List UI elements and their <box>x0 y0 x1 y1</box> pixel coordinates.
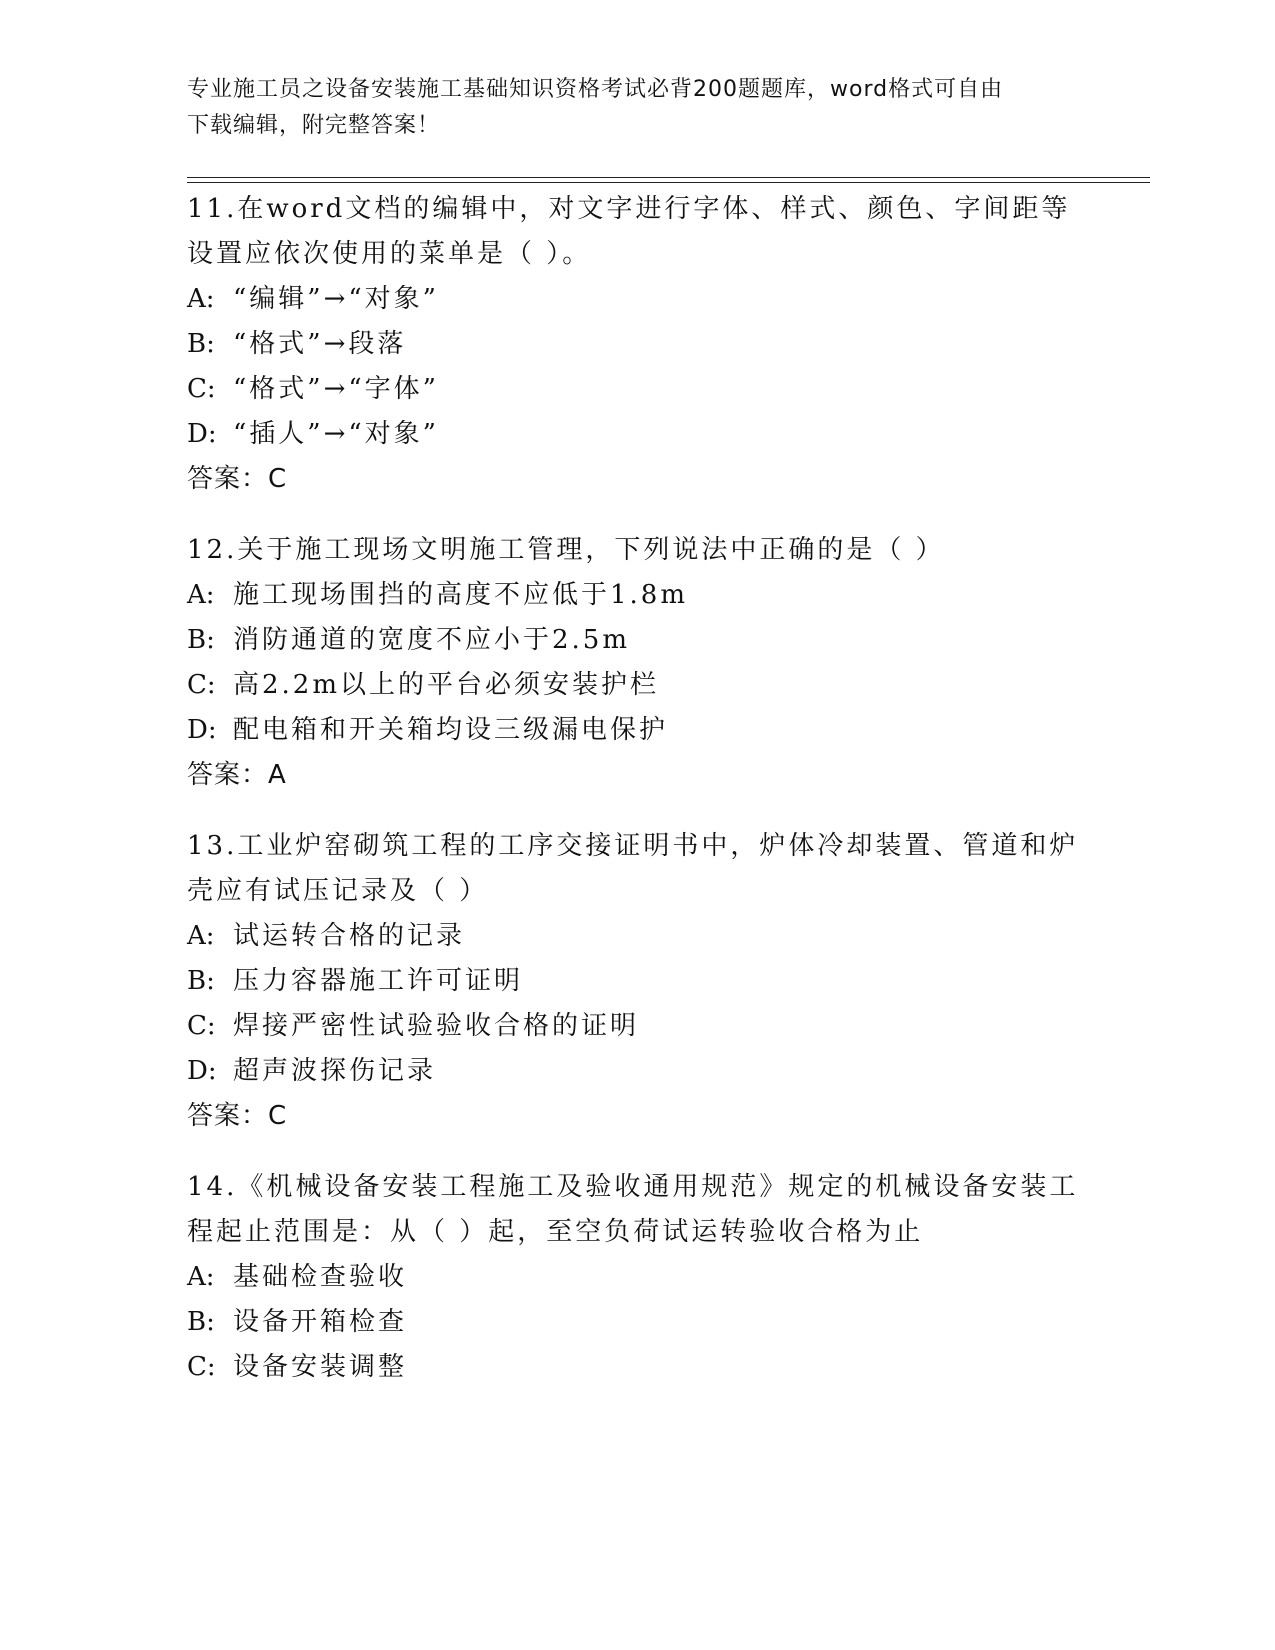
option-text: “插人”→“对象” <box>233 419 439 449</box>
answer-option <box>187 367 1087 412</box>
option-text: 设备安装调整 <box>233 1352 408 1382</box>
option-letter: C: <box>187 1011 216 1041</box>
option-letter: C: <box>187 670 216 700</box>
question-text-line: 11.在word文档的编辑中，对文字进行字体、样式、颜色、字间距等 <box>187 194 1071 224</box>
answer-option <box>187 277 1087 322</box>
question-block <box>187 824 1087 1139</box>
option-letter: B: <box>187 1307 215 1337</box>
answer-option <box>187 322 1087 367</box>
answer-option <box>187 1300 1087 1345</box>
answer-key: 答案：C <box>187 1101 288 1131</box>
option-letter: A: <box>187 921 215 951</box>
question-text-line: 壳应有试压记录及（ ） <box>187 876 489 906</box>
option-text: “格式”→“字体” <box>233 374 439 404</box>
option-text: 消防通道的宽度不应小于2.5m <box>233 625 631 655</box>
option-text: 设备开箱检查 <box>233 1307 408 1337</box>
answer-option <box>187 1345 1087 1390</box>
option-letter: B: <box>187 329 215 359</box>
question-text-line: 13.工业炉窑砌筑工程的工序交接证明书中，炉体冷却装置、管道和炉 <box>187 831 1079 861</box>
option-letter: B: <box>187 966 215 996</box>
option-text: 超声波探伤记录 <box>233 1056 437 1086</box>
header-title-line-2: 下载编辑，附完整答案！ <box>187 113 441 138</box>
option-text: “编辑”→“对象” <box>233 284 439 314</box>
answer-option <box>187 914 1087 959</box>
option-letter: A: <box>187 1262 215 1292</box>
question-block <box>187 187 1087 502</box>
answer-option <box>187 618 1087 663</box>
document-header <box>187 72 1087 144</box>
header-divider-thin <box>187 177 1150 178</box>
answer-option <box>187 663 1087 708</box>
option-letter: A: <box>187 580 215 610</box>
answer-option <box>187 959 1087 1004</box>
option-text: 试运转合格的记录 <box>233 921 466 951</box>
answer-option <box>187 412 1087 457</box>
answer-option <box>187 708 1087 753</box>
option-text: 基础检查验收 <box>233 1262 408 1292</box>
header-divider-thick <box>187 182 1150 183</box>
question-text-line: 程起止范围是：从（ ）起，至空负荷试运转验收合格为止 <box>187 1217 924 1247</box>
question-text-line: 12.关于施工现场文明施工管理，下列说法中正确的是（ ） <box>187 535 945 565</box>
answer-key: 答案：C <box>187 464 288 494</box>
option-letter: D: <box>187 715 217 745</box>
answer-option <box>187 1255 1087 1300</box>
option-text: 压力容器施工许可证明 <box>233 966 524 996</box>
option-text: 焊接严密性试验验收合格的证明 <box>233 1011 640 1041</box>
answer-option <box>187 1004 1087 1049</box>
option-letter: A: <box>187 284 215 314</box>
option-letter: D: <box>187 1056 217 1086</box>
question-text-line: 设置应依次使用的菜单是（ ）。 <box>187 239 592 269</box>
question-text-line: 14.《机械设备安装工程施工及验收通用规范》规定的机械设备安装工 <box>187 1172 1079 1202</box>
option-letter: C: <box>187 374 216 404</box>
option-text: 施工现场围挡的高度不应低于1.8m <box>233 580 689 610</box>
question-block <box>187 528 1087 798</box>
option-text: 高2.2m以上的平台必须安装护栏 <box>233 670 660 700</box>
answer-option <box>187 573 1087 618</box>
answer-key: 答案：A <box>187 760 287 790</box>
option-letter: C: <box>187 1352 216 1382</box>
answer-option <box>187 1049 1087 1094</box>
option-letter: B: <box>187 625 215 655</box>
header-title-line-1: 专业施工员之设备安装施工基础知识资格考试必背200题题库，word格式可自由 <box>187 77 1004 102</box>
question-list <box>187 187 1087 1416</box>
question-block <box>187 1165 1087 1390</box>
option-text: “格式”→段落 <box>233 329 407 359</box>
option-text: 配电箱和开关箱均设三级漏电保护 <box>233 715 669 745</box>
option-letter: D: <box>187 419 217 449</box>
